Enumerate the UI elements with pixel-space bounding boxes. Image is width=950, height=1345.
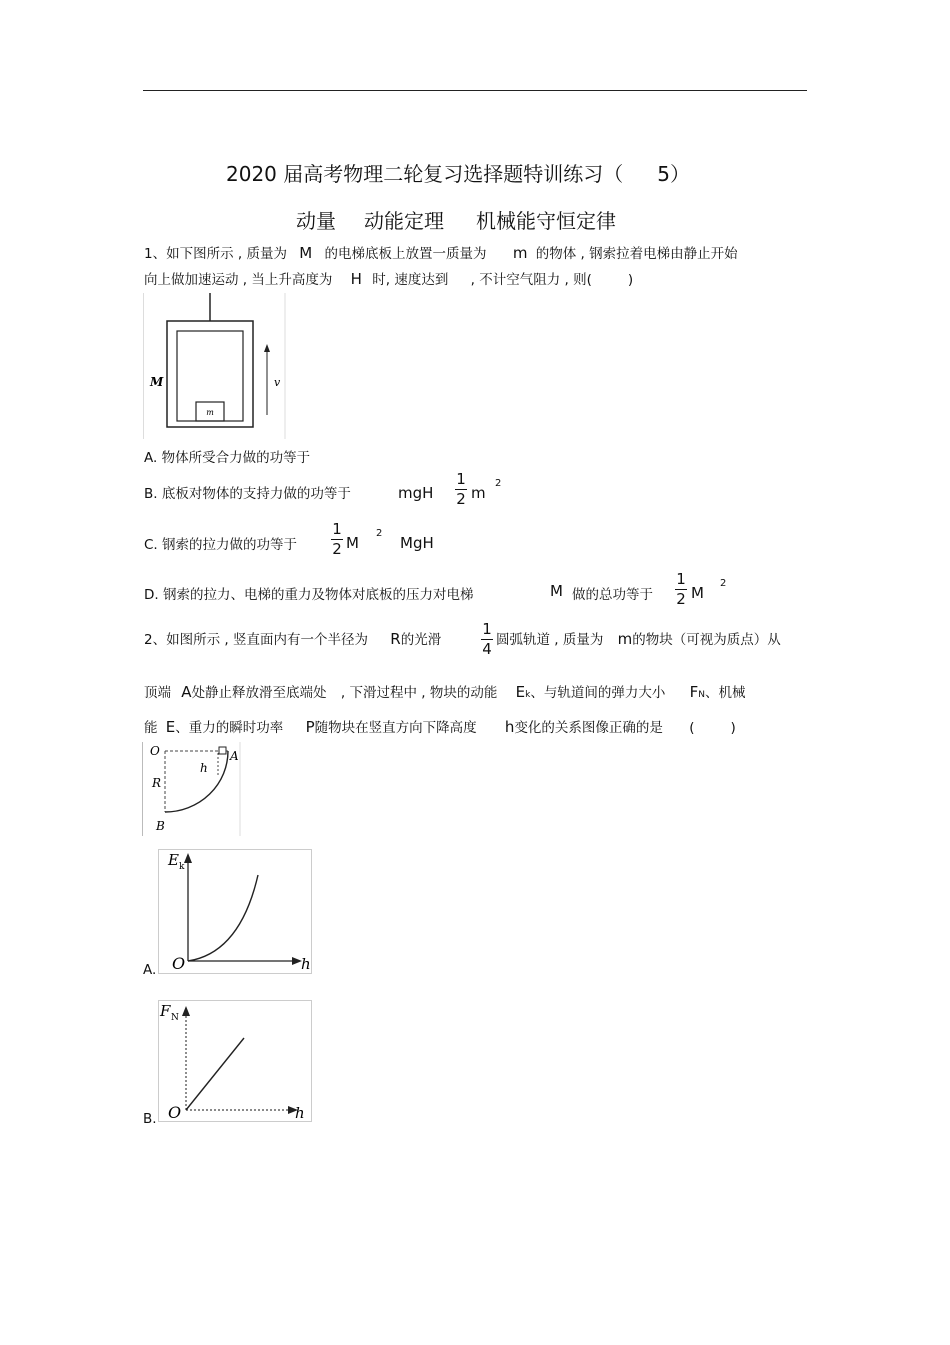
q2-option-a-label[interactable]: A. <box>143 962 157 978</box>
q1-option-c[interactable]: C. 钢索的拉力做的功等于 <box>144 537 298 553</box>
q1-line-2: 向上做加速运动 , 当上升高度为 H 时, 速度达到 , 不计空气阻力 , 则( ) <box>144 270 634 288</box>
elevator-figure <box>143 293 286 439</box>
label-v: v <box>274 376 281 389</box>
y-axis-arrow <box>182 1006 190 1016</box>
label-h: h <box>200 761 208 775</box>
label-R: R <box>152 776 162 790</box>
q2-line-1: 2、如图所示 , 竖直面内有一个半径为 R的光滑 <box>144 630 442 648</box>
axis-label-h: h <box>295 1104 305 1122</box>
q2-option-b-label[interactable]: B. <box>143 1111 157 1127</box>
arc-track-figure <box>142 742 242 836</box>
small-block <box>219 747 226 754</box>
page-subtitle <box>296 205 616 234</box>
page-title <box>226 158 690 187</box>
q2-option-b-graph[interactable] <box>158 1000 312 1122</box>
label-B: B <box>156 819 165 833</box>
q1-b-fraction: 1 2 <box>456 470 466 508</box>
q1-option-a[interactable]: A. 物体所受合力做的功等于 <box>144 450 311 466</box>
q2-line-3: 能 E、重力的瞬时功率 P随物块在竖直方向下降高度 h变化的关系图像正确的是 ( ) <box>144 718 736 736</box>
q1-c-fraction: 1 2 <box>332 520 342 558</box>
fn-line <box>186 1038 244 1110</box>
subtitle-part-3: 机械能守恒定律 <box>476 209 616 233</box>
title-number: 5） <box>657 162 690 186</box>
header-rule <box>143 90 807 91</box>
y-axis-arrow <box>184 853 192 863</box>
title-text: 2020 届高考物理二轮复习选择题特训练习（ <box>226 162 624 186</box>
origin-label: O <box>168 1103 182 1122</box>
arc-track <box>165 751 228 812</box>
q1-d-text2: 做的总功等于 <box>572 587 653 603</box>
svg-text:k: k <box>179 862 185 872</box>
ek-curve <box>188 875 258 961</box>
q1-option-b[interactable]: B. 底板对物体的支持力做的功等于 <box>144 486 351 502</box>
label-O: O <box>150 744 160 758</box>
q2-line-1b: 圆弧轨道 , 质量为 m的物块（可视为质点）从 <box>496 630 781 648</box>
label-A: A <box>230 749 239 763</box>
q1-d-sup: 2 <box>720 578 727 589</box>
subtitle-part-1: 动量 <box>296 209 336 233</box>
axis-label-FN: F <box>160 1002 171 1020</box>
label-m: m <box>206 408 214 417</box>
q1-c-M: M <box>346 534 359 552</box>
axis-label-Ek: E <box>168 851 179 869</box>
axis-label-h: h <box>301 955 311 973</box>
q1-c-sup: 2 <box>376 528 383 539</box>
q2-fraction: 1 4 <box>482 620 492 658</box>
q1-b-mgh: mgH <box>398 484 434 502</box>
origin-label: O <box>172 954 186 973</box>
svg-text:N: N <box>171 1013 179 1023</box>
q1-b-m: m <box>471 484 486 502</box>
q1-d-M: M <box>550 582 563 600</box>
q1-d-M2: M <box>691 584 704 602</box>
q1-c-mgh: MgH <box>400 534 434 552</box>
q1-b-sup: 2 <box>495 478 502 489</box>
subtitle-part-2: 动能定理 <box>364 209 444 233</box>
q2-option-a-graph[interactable] <box>158 849 312 974</box>
q1-d-fraction: 1 2 <box>676 570 686 608</box>
q1-option-d[interactable]: D. 钢索的拉力、电梯的重力及物体对底板的压力对电梯 <box>144 587 474 603</box>
q2-line-2: 顶端 A处静止释放滑至底端处 , 下滑过程中 , 物块的动能 Ek、与轨道间的弹力大小 FN、机械 <box>144 683 746 701</box>
label-M: M <box>150 375 164 389</box>
q1-line-1: 1、如下图所示 , 质量为 M 的电梯底板上放置一质量为 m 的物体 , 钢索拉着电梯由静止开始 <box>144 244 738 262</box>
